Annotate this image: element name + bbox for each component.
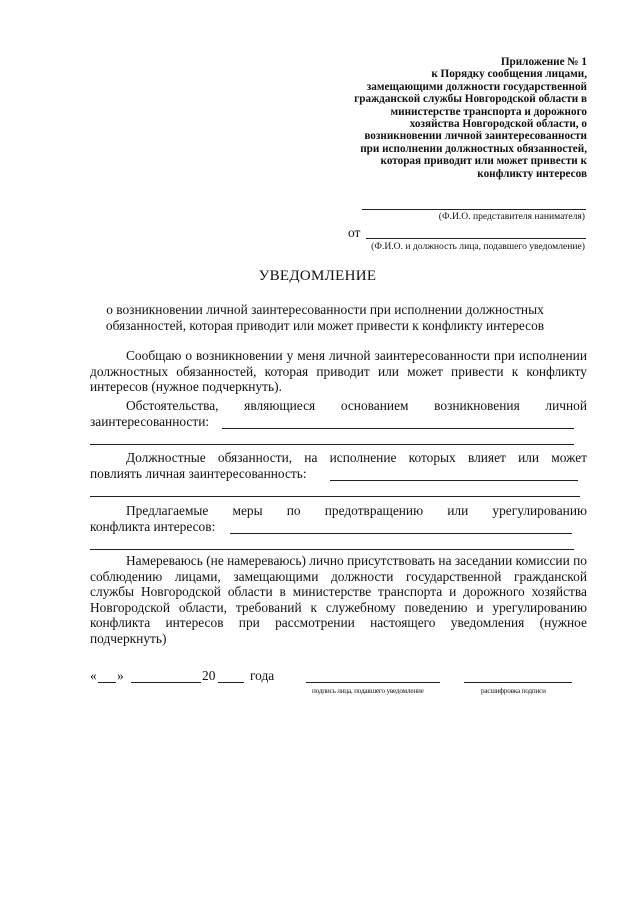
year-prefix: 20 xyxy=(202,668,216,683)
appendix-line: конфликту интересов xyxy=(477,167,587,180)
employer-name-line[interactable] xyxy=(362,209,586,210)
date-close-quote: » xyxy=(117,668,124,683)
applicant-caption: (Ф.И.О. и должность лица, подавшего уведомление) xyxy=(371,241,585,252)
date-year-field[interactable] xyxy=(218,682,244,683)
date-month-field[interactable] xyxy=(131,682,201,683)
appendix-line: возникновении личной заинтересованности xyxy=(364,130,587,143)
employer-caption: (Ф.И.О. представителя нанимателя) xyxy=(438,211,585,222)
paragraph-notification: Сообщаю о возникновении у меня личной заинтересованности при исполнении должностных обязанностей, которая приводит или может привести к конфликту интересов (нужное подчеркнуть). xyxy=(90,348,587,394)
appendix-line: которая приводит или может привести к xyxy=(380,155,587,168)
date-day-field[interactable] xyxy=(98,682,116,683)
appendix-line: к Порядку сообщения лицами, xyxy=(431,68,587,81)
applicant-name-line[interactable] xyxy=(366,238,586,239)
year-suffix: года xyxy=(250,668,275,683)
paragraph-duties: Должностные обязанности, на исполнение которых влияет или может xyxy=(126,450,587,465)
from-label: от xyxy=(348,225,361,240)
appendix-line: Приложение № 1 xyxy=(500,56,587,68)
duties-field-2[interactable] xyxy=(90,496,580,497)
paragraph-attendance: Намереваюсь (не намереваюсь) лично присутствовать на заседании комиссии по соблюдению лицами, замещающими должности государственной гражданской службы Новгородской области в министерстве транспорта и дорожного хозяйства Новгородской области, требований к служебному поведению и урегулированию конфликта интересов при рассмотрении настоящего уведомления (нужное подчеркнуть) xyxy=(90,553,587,646)
appendix-line: министерстве транспорта и дорожного xyxy=(390,105,587,118)
appendix-line: хозяйства Новгородской области, о xyxy=(409,118,587,131)
document-title: УВЕДОМЛЕНИЕ xyxy=(258,268,377,284)
measures-label: конфликта интересов: xyxy=(90,519,216,534)
document-subtitle: о возникновении личной заинтересованности при исполнении должностных обязанностей, которая приводит или может привести к конфликту интересов xyxy=(105,302,545,333)
signature-decode-field[interactable] xyxy=(464,682,572,683)
duties-field[interactable] xyxy=(330,480,578,481)
circumstances-label: заинтересованности: xyxy=(90,414,210,429)
signature-field[interactable] xyxy=(306,682,440,683)
signature-caption: подпись лица, подавшего уведомление xyxy=(312,687,424,695)
duties-label: повлиять личная заинтересованность: xyxy=(90,466,307,481)
circumstances-field-2[interactable] xyxy=(90,444,574,445)
appendix-line: замещающими должности государственной xyxy=(366,80,587,93)
paragraph-circumstances: Обстоятельства, являющиеся основанием возникновения личной xyxy=(126,398,587,413)
appendix-line: при исполнении должностных обязанностей, xyxy=(360,142,587,155)
appendix-line: гражданской службы Новгородской области в xyxy=(354,93,587,106)
paragraph-measures: Предлагаемые меры по предотвращению или урегулированию xyxy=(126,503,587,518)
appendix-header xyxy=(287,56,587,180)
signature-decode-caption: расшифровка подписи xyxy=(481,687,546,695)
circumstances-field[interactable] xyxy=(222,428,574,429)
measures-field[interactable] xyxy=(230,533,572,534)
date-open-quote: « xyxy=(90,668,97,683)
measures-field-2[interactable] xyxy=(90,549,574,550)
